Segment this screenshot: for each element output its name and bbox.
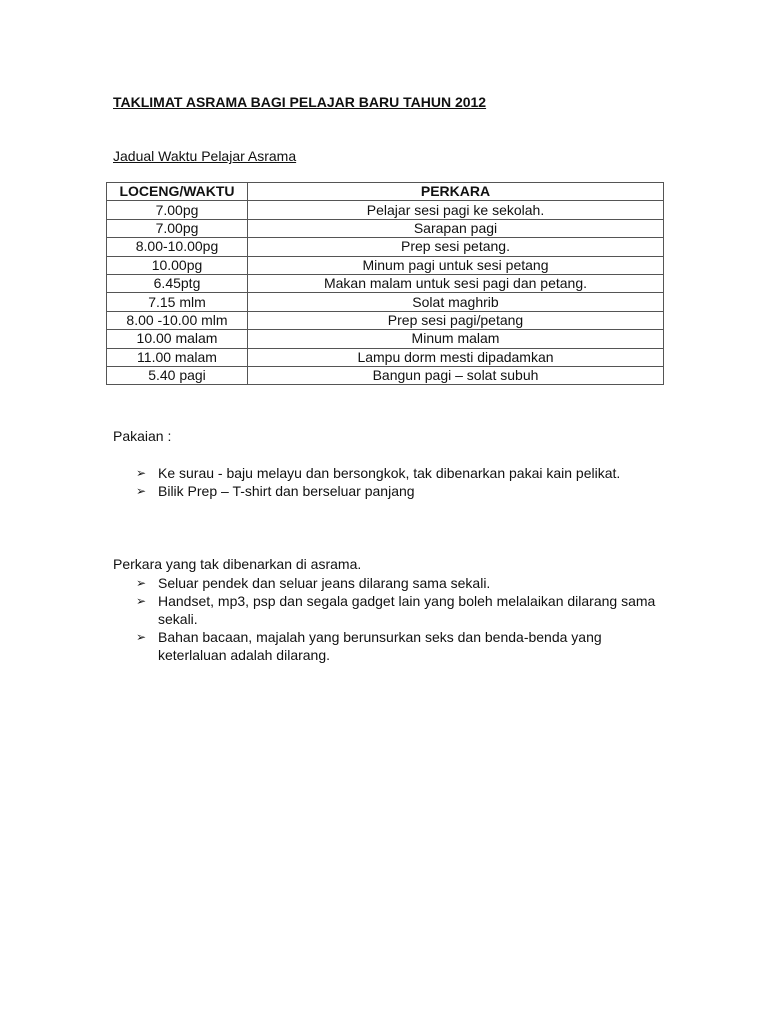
- table-row: [107, 238, 664, 256]
- list-item: [136, 482, 666, 500]
- activity-cell: Solat maghrib: [248, 293, 664, 311]
- arrowhead-bullet-icon: ➢: [136, 466, 147, 480]
- activity-cell: Bangun pagi – solat subuh: [248, 366, 664, 384]
- table-row: [107, 219, 664, 237]
- time-cell: 11.00 malam: [107, 348, 248, 366]
- time-cell: 7.00pg: [107, 219, 248, 237]
- activity-cell: Makan malam untuk sesi pagi dan petang.: [248, 274, 664, 292]
- activity-cell: Prep sesi petang.: [248, 238, 664, 256]
- pakaian-list: [136, 464, 666, 500]
- list-item: [136, 464, 666, 482]
- schedule-table: [106, 182, 664, 385]
- list-item: [136, 628, 666, 664]
- table-row: [107, 366, 664, 384]
- pakaian-heading: Pakaian :: [113, 428, 172, 444]
- arrowhead-bullet-icon: ➢: [136, 594, 147, 608]
- list-item: [136, 574, 666, 592]
- list-item: [136, 592, 666, 628]
- document-title: TAKLIMAT ASRAMA BAGI PELAJAR BARU TAHUN 2012: [113, 94, 487, 110]
- time-cell: 10.00pg: [107, 256, 248, 274]
- schedule-heading: Jadual Waktu Pelajar Asrama: [113, 148, 297, 164]
- time-cell: 7.00pg: [107, 201, 248, 219]
- time-cell: 10.00 malam: [107, 330, 248, 348]
- table-row: [107, 311, 664, 329]
- column-header-time: LOCENG/WAKTU: [107, 183, 248, 201]
- time-cell: 8.00 -10.00 mlm: [107, 311, 248, 329]
- table-row: [107, 274, 664, 292]
- table-row: [107, 256, 664, 274]
- activity-cell: Minum malam: [248, 330, 664, 348]
- table-row: [107, 201, 664, 219]
- activity-cell: Pelajar sesi pagi ke sekolah.: [248, 201, 664, 219]
- arrowhead-bullet-icon: ➢: [136, 630, 147, 644]
- larangan-heading: Perkara yang tak dibenarkan di asrama.: [113, 556, 362, 572]
- time-cell: 6.45ptg: [107, 274, 248, 292]
- list-item-text: Seluar pendek dan seluar jeans dilarang sama sekali.: [158, 575, 491, 591]
- table-row: [107, 330, 664, 348]
- activity-cell: Prep sesi pagi/petang: [248, 311, 664, 329]
- table-row: [107, 348, 664, 366]
- list-item-text: Handset, mp3, psp dan segala gadget lain yang boleh melalaikan dilarang sama sekali.: [158, 593, 656, 627]
- list-item-text: Bilik Prep – T-shirt dan berseluar panjang: [158, 483, 415, 499]
- arrowhead-bullet-icon: ➢: [136, 484, 147, 498]
- activity-cell: Sarapan pagi: [248, 219, 664, 237]
- schedule-table-body: [107, 201, 664, 385]
- time-cell: 8.00-10.00pg: [107, 238, 248, 256]
- time-cell: 5.40 pagi: [107, 366, 248, 384]
- column-header-activity: PERKARA: [248, 183, 664, 201]
- time-cell: 7.15 mlm: [107, 293, 248, 311]
- table-row: [107, 293, 664, 311]
- larangan-list: [136, 574, 666, 664]
- activity-cell: Minum pagi untuk sesi petang: [248, 256, 664, 274]
- activity-cell: Lampu dorm mesti dipadamkan: [248, 348, 664, 366]
- list-item-text: Bahan bacaan, majalah yang berunsurkan seks dan benda-benda yang keterlaluan adalah dilarang.: [158, 629, 602, 663]
- arrowhead-bullet-icon: ➢: [136, 576, 147, 590]
- list-item-text: Ke surau - baju melayu dan bersongkok, tak dibenarkan pakai kain pelikat.: [158, 465, 621, 481]
- table-header-row: [107, 183, 664, 201]
